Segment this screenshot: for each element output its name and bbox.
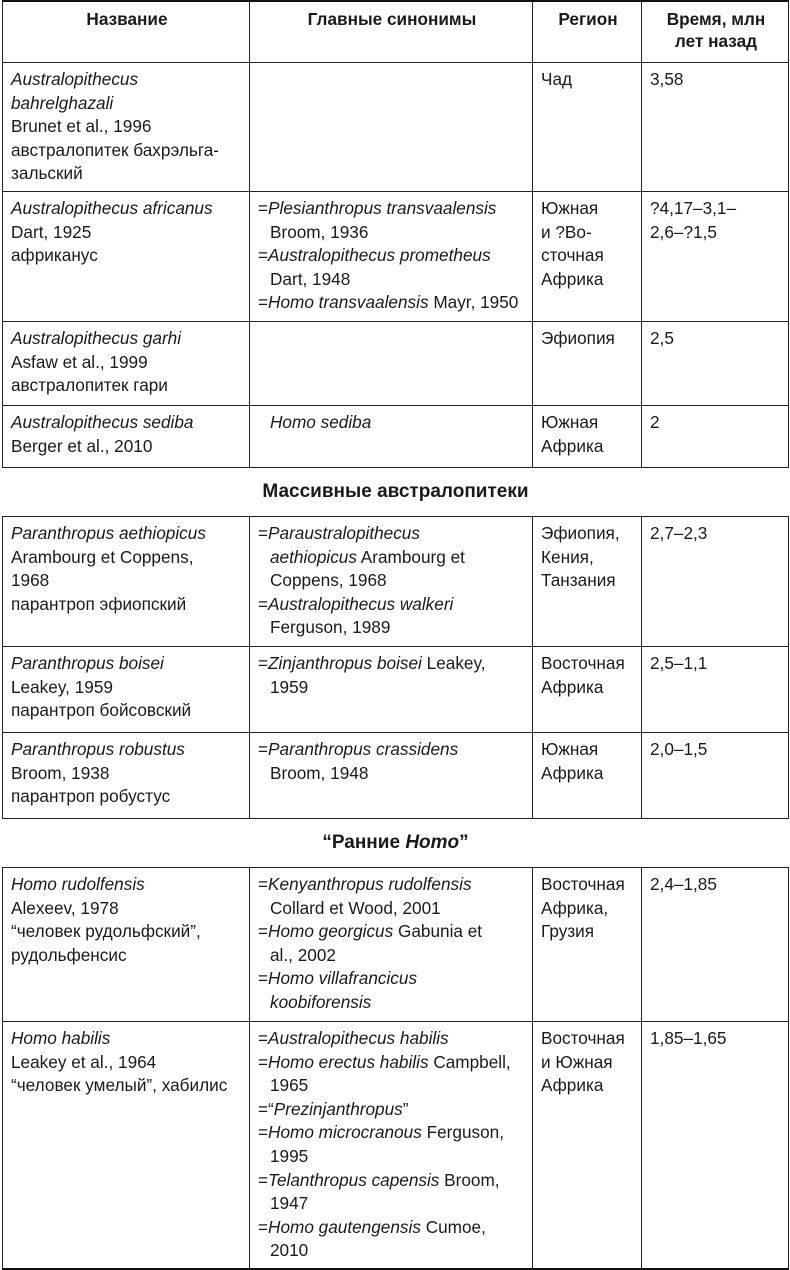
synonym-latin: Paranthropus crassidens [268,738,459,759]
synonyms-cell [250,646,533,732]
synonym-author: Ferguson, 1989 [270,617,391,638]
synonym-latin: Homo gautengensis [268,1216,421,1237]
region-line: Африка [541,268,604,289]
header-time-line2: лет назад [674,31,758,51]
region-line: Восточная [541,652,625,673]
synonym [258,738,526,762]
synonym-latin: Homo erectus habilis [268,1051,429,1072]
synonym-author: Broom, 1936 [270,221,369,242]
synonym-prefix: = [258,968,269,989]
section-title: Массивные австралопитеки [3,467,789,516]
time-cell: 2,5 [642,321,789,405]
region-cell [533,646,642,732]
time-cell: 2,0–1,5 [642,732,789,818]
synonym-latin: Homo microcranous [268,1122,422,1143]
region-line: Африка [541,1075,604,1096]
time-cell: 2,4–1,85 [642,867,789,1021]
common-name: африканус [11,245,98,266]
common-name: австралопитек бахрэльга- [11,139,220,160]
region-line: Южная [541,197,599,218]
synonym-latin: Australopithecus prometheus [268,245,491,266]
synonyms-cell [250,516,533,646]
synonym [258,593,526,617]
region-line: Африка [541,762,604,783]
synonym-latin: Kenyanthropus rudolfensis [268,873,472,894]
region-cell: Эфиопия [533,321,642,405]
synonym-prefix: = [258,873,269,894]
time-cell [642,191,789,321]
synonym-author: Mayr, 1950 [428,292,519,313]
synonym-latin: Homo sediba [270,411,372,432]
synonym [258,873,526,897]
common-name: парантроп эфиопский [11,593,187,614]
synonyms-cell [250,1021,533,1268]
author: Dart, 1925 [11,221,92,242]
synonym-latin: Homo villafrancicus [268,968,418,989]
latin-name: Australopithecus africanus [11,197,213,218]
author: Leakey et al., 1964 [11,1051,157,1072]
synonym-prefix: = [258,522,269,543]
common-name: парантроп робустус [11,786,171,807]
region-line: сточная [541,245,604,266]
synonym-prefix: = [258,593,269,614]
synonym-author: Broom, 1948 [270,762,369,783]
author: Asfaw et al., 1999 [11,351,148,372]
synonym-prefix: = [258,652,269,673]
synonym-author: Campbell, [428,1051,511,1072]
synonym-latin: Australopithecus walkeri [268,593,454,614]
section-title-prefix: “Ранние [322,832,406,854]
synonym-latin: Telanthropus capensis [268,1169,440,1190]
region-cell [533,516,642,646]
synonym-prefix: = [258,1122,269,1143]
header-row [3,1,789,63]
synonym-prefix: = [258,245,269,266]
latin-name: Paranthropus aethiopicus [11,522,206,543]
header-name: Название [3,1,250,63]
synonym-latin: Paraustralopithecus [268,522,420,543]
region-cell: Чад [533,63,642,192]
region-line: Грузия [541,921,595,942]
synonym-author: Cumoe, 2010 [270,1216,486,1261]
header-region: Регион [533,1,642,63]
synonym [258,1169,526,1193]
name-cell [3,321,250,405]
table-row [3,405,789,467]
common-name: “человек рудольфский”, [11,921,201,942]
region-cell [533,405,642,467]
synonym-prefix: = [258,1027,269,1048]
synonym-author: Arambourg et [356,546,465,567]
common-name: “человек умелый”, хабилис [11,1075,228,1096]
region-line: Эфиопия, [541,522,620,543]
table-row [3,1021,789,1268]
synonym [258,291,526,315]
synonym-author: Ferguson, [421,1122,504,1143]
table-row [3,516,789,646]
synonyms-cell [250,732,533,818]
name-cell [3,516,250,646]
synonyms-cell [250,867,533,1021]
synonym-author: 1995 [270,1145,309,1166]
synonyms-cell [250,63,533,192]
time-line: 2,6–?1,5 [650,221,717,242]
author: Broom, 1938 [11,762,110,783]
region-line: и Южная [541,1051,613,1072]
name-cell [3,646,250,732]
taxa-table [2,0,789,1270]
table-row [3,867,789,1021]
synonym-latin: Zinjanthropus boisei [268,652,422,673]
synonym [258,1121,526,1145]
latin-name: Paranthropus robustus [11,738,185,759]
common-name-cont: рудольфенсис [11,944,127,965]
synonym-prefix: = [258,921,269,942]
synonym [258,652,526,676]
name-cell [3,405,250,467]
synonym-latin: Homo transvaalensis [268,292,429,313]
synonym [258,1027,526,1051]
section-title-italic: Homo [405,832,460,854]
latin-name: Australopithecus sediba [11,411,194,432]
synonym [258,244,526,268]
synonym-latin: aethiopicus [270,546,357,567]
region-line: Восточная [541,873,625,894]
synonym-prefix: = [258,1051,269,1072]
synonym [258,1216,526,1263]
time-cell: 3,58 [642,63,789,192]
synonym-latin-cont: koobiforensis [270,991,372,1012]
synonym-latin: Australopithecus habilis [268,1027,449,1048]
name-cell [3,63,250,192]
region-line: Танзания [541,570,616,591]
latin-name-cont: bahrelghazali [11,92,114,113]
author: Alexeev, 1978 [11,897,119,918]
latin-name: Australopithecus [11,69,139,89]
region-cell [533,867,642,1021]
region-cell [533,1021,642,1268]
synonym-author: 1965 [270,1075,309,1096]
synonym [258,967,526,991]
synonym-suffix: ” [402,1098,409,1119]
synonyms-cell [250,405,533,467]
table-row [3,321,789,405]
section-title-suffix: ” [459,832,469,854]
synonym-author: Dart, 1948 [270,268,351,289]
author: Brunet et al., 1996 [11,116,152,137]
common-name-cont: зальский [11,163,83,184]
table-row [3,732,789,818]
synonym-latin: Prezinjanthropus [273,1098,403,1119]
region-cell [533,191,642,321]
name-cell [3,732,250,818]
synonyms-cell [250,321,533,405]
synonym-prefix: = [258,738,269,759]
region-line: Африка [541,435,604,456]
time-cell: 2,7–2,3 [642,516,789,646]
synonym [258,1051,526,1075]
name-cell [3,1021,250,1268]
author-cont: 1968 [11,570,50,591]
synonym-author: al., 2002 [270,944,336,965]
header-synonyms: Главные синонимы [250,1,533,63]
synonym-author: Gabunia et [393,921,483,942]
synonym-latin: Plesianthropus transvaalensis [268,197,497,218]
synonym-author: 1947 [270,1193,309,1214]
synonym-latin: Homo georgicus [268,921,394,942]
synonym-prefix: = [258,197,269,218]
latin-name: Homo rudolfensis [11,873,145,894]
synonym [258,522,526,546]
synonyms-cell [250,191,533,321]
synonym-author: Broom, [439,1169,500,1190]
time-cell: 2 [642,405,789,467]
synonym-prefix: =“ [258,1098,274,1119]
latin-name: Homo habilis [11,1027,111,1048]
synonym-author: Collard et Wood, 2001 [270,897,441,918]
synonym-cont [258,546,526,570]
time-line: ?4,17–3,1– [650,197,737,218]
synonym-prefix: = [258,292,269,313]
synonym-prefix: = [258,1169,269,1190]
region-line: Южная [541,738,599,759]
synonym [258,1098,526,1122]
latin-name: Paranthropus boisei [11,652,164,673]
section-row-robust [3,467,789,516]
synonym-author: Leakey, [421,652,486,673]
time-cell: 2,5–1,1 [642,646,789,732]
author: Leakey, 1959 [11,676,113,697]
author: Arambourg et Coppens, [11,546,194,567]
author: Berger et al., 2010 [11,435,153,456]
synonym [258,197,526,221]
table-row [3,191,789,321]
header-time [642,1,789,63]
table-row [3,646,789,732]
region-line: и ?Во- [541,221,592,242]
region-line: Южная [541,411,599,432]
synonym-author: 1959 [270,676,309,697]
synonym-author: Coppens, 1968 [270,570,387,591]
synonym [258,920,526,944]
latin-name: Australopithecus garhi [11,327,182,348]
region-line: Африка [541,676,604,697]
section-row-early-homo [3,818,789,867]
synonym-prefix: = [258,1216,269,1237]
table-row [3,63,789,192]
common-name: парантроп бойсовский [11,700,192,721]
region-cell [533,732,642,818]
name-cell [3,191,250,321]
common-name: австралопитек гари [11,375,168,396]
name-cell [3,867,250,1021]
section-title [3,818,789,867]
region-line: Восточная [541,1027,625,1048]
header-time-line1: Время, млн [666,9,766,29]
time-cell: 1,85–1,65 [642,1021,789,1268]
region-line: Африка, [541,897,609,918]
region-line: Кения, [541,546,594,567]
